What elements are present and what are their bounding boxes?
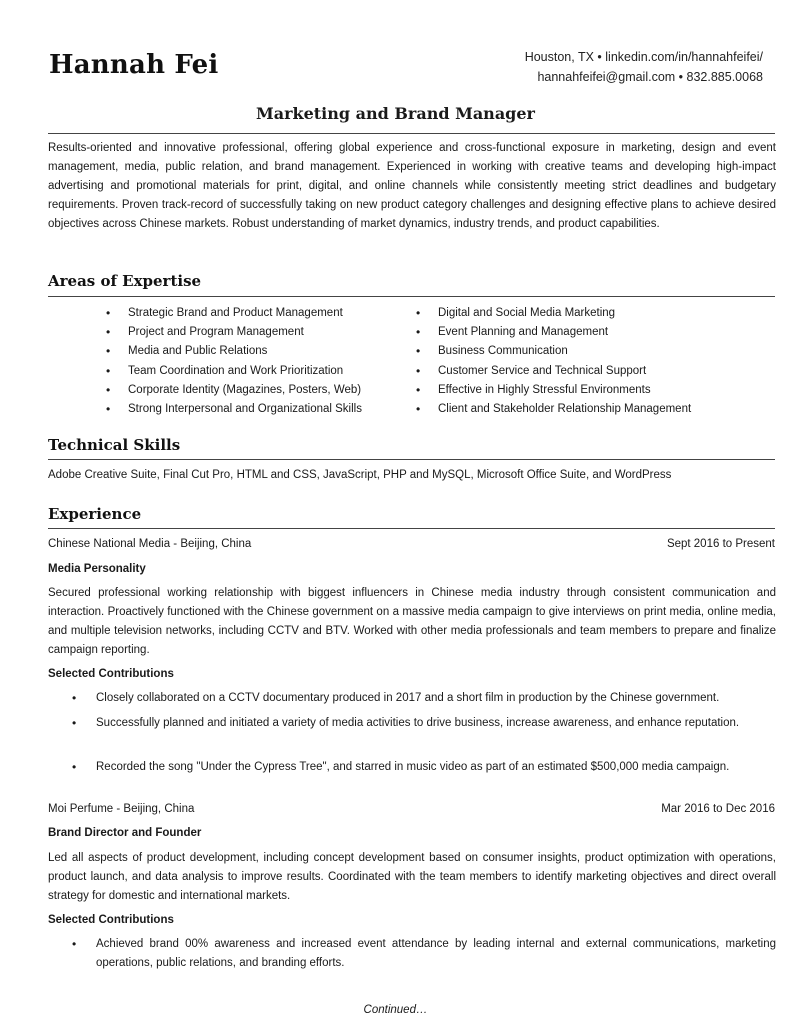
section-heading-experience: Experience bbox=[48, 505, 142, 523]
technical-skills-text: Adobe Creative Suite, Final Cut Pro, HTML and CSS, JavaScript, PHP and MySQL, Microsoft Office Suite, and WordPress bbox=[48, 469, 672, 481]
job-title: Media Personality bbox=[48, 563, 146, 575]
candidate-name: Hannah Fei bbox=[49, 50, 219, 80]
list-item: • Client and Stakeholder Relationship Management bbox=[416, 400, 691, 419]
list-item: • Strategic Brand and Product Management bbox=[106, 304, 362, 323]
list-item: • Digital and Social Media Marketing bbox=[416, 304, 691, 323]
list-item: • Media and Public Relations bbox=[106, 342, 362, 361]
section-heading-expertise: Areas of Expertise bbox=[48, 272, 202, 290]
continued-note: Continued… bbox=[363, 1004, 428, 1016]
divider bbox=[48, 528, 775, 529]
contribution-item: Closely collaborated on a CCTV documentary produced in 2017 and a short film in production by the Chinese government. bbox=[96, 692, 720, 704]
divider bbox=[48, 133, 775, 134]
expertise-list-right bbox=[416, 304, 691, 419]
list-item: • Corporate Identity (Magazines, Posters, Web) bbox=[106, 381, 362, 400]
section-heading-technical-skills: Technical Skills bbox=[48, 436, 181, 454]
list-item: • Project and Program Management bbox=[106, 323, 362, 342]
contributions-label: Selected Contributions bbox=[48, 914, 174, 926]
job-description: Secured professional working relationship with biggest influencers in Chinese media industry through consistent communication and interaction. Proactively functioned with the Chinese government on a massive media campaign to give interviews on print media, online media, and multiple television networks, including CCTV and BTV. Worked with other media professionals and team members to prepare and finalize campaign reporting. bbox=[48, 587, 776, 656]
contribution-item: Achieved brand 00% awareness and increased event attendance by leading internal and external communications, marketing operations, public relations, and branding efforts. bbox=[96, 938, 776, 969]
summary-paragraph: Results-oriented and innovative professional, offering global experience and cross-functional exposure in marketing, design and event management, media, public relation, and brand management. Experienced in working with creative teams and developing high-impact advertising and promotional materials for print, digital, and online channels while consistently meeting strict deadlines and budgetary requirements. Proven track-record of successfully taking on new product category challenges and designing effective plans to achieve desired objectives across Chinese markets. Robust understanding of market dynamics, industry trends, and product capabilities. bbox=[48, 142, 776, 230]
contact-email-phone: hannahfeifei@gmail.com • 832.885.0068 bbox=[537, 70, 763, 84]
role-title: Marketing and Brand Manager bbox=[256, 104, 535, 123]
contribution-item: Recorded the song "Under the Cypress Tree", and starred in music video as part of an estimated $500,000 media campaign. bbox=[96, 761, 730, 773]
expertise-list-left bbox=[106, 304, 362, 419]
bullet-icon: • bbox=[72, 691, 77, 705]
job-title: Brand Director and Founder bbox=[48, 827, 202, 839]
contact-info bbox=[525, 47, 763, 87]
list-item: • Customer Service and Technical Support bbox=[416, 362, 691, 381]
list-item: • Business Communication bbox=[416, 342, 691, 361]
list-item: • Team Coordination and Work Prioritization bbox=[106, 362, 362, 381]
bullet-icon: • bbox=[72, 937, 77, 951]
contribution-item: Successfully planned and initiated a variety of media activities to drive business, increase awareness, and enhance reputation. bbox=[96, 717, 740, 729]
list-item: • Strong Interpersonal and Organizational Skills bbox=[106, 400, 362, 419]
contributions-label: Selected Contributions bbox=[48, 668, 174, 680]
list-item: • Event Planning and Management bbox=[416, 323, 691, 342]
divider bbox=[48, 296, 775, 297]
job-company: Chinese National Media - Beijing, China bbox=[48, 538, 252, 550]
job-description: Led all aspects of product development, including concept development based on consumer insights, product optimization with operations, product launch, and data analysis to improve results. Coordinated with the team members to identify marketing objectives and direct overall strategy for domestic and international markets. bbox=[48, 852, 776, 902]
contact-location-linkedin: Houston, TX • linkedin.com/in/hannahfeifei/ bbox=[524, 50, 763, 64]
bullet-icon: • bbox=[72, 760, 77, 774]
list-item: • Effective in Highly Stressful Environments bbox=[416, 381, 691, 400]
bullet-icon: • bbox=[72, 716, 77, 730]
job-company: Moi Perfume - Beijing, China bbox=[48, 803, 195, 815]
job-dates: Sept 2016 to Present bbox=[666, 538, 775, 550]
job-dates: Mar 2016 to Dec 2016 bbox=[661, 803, 775, 815]
divider bbox=[48, 459, 775, 460]
